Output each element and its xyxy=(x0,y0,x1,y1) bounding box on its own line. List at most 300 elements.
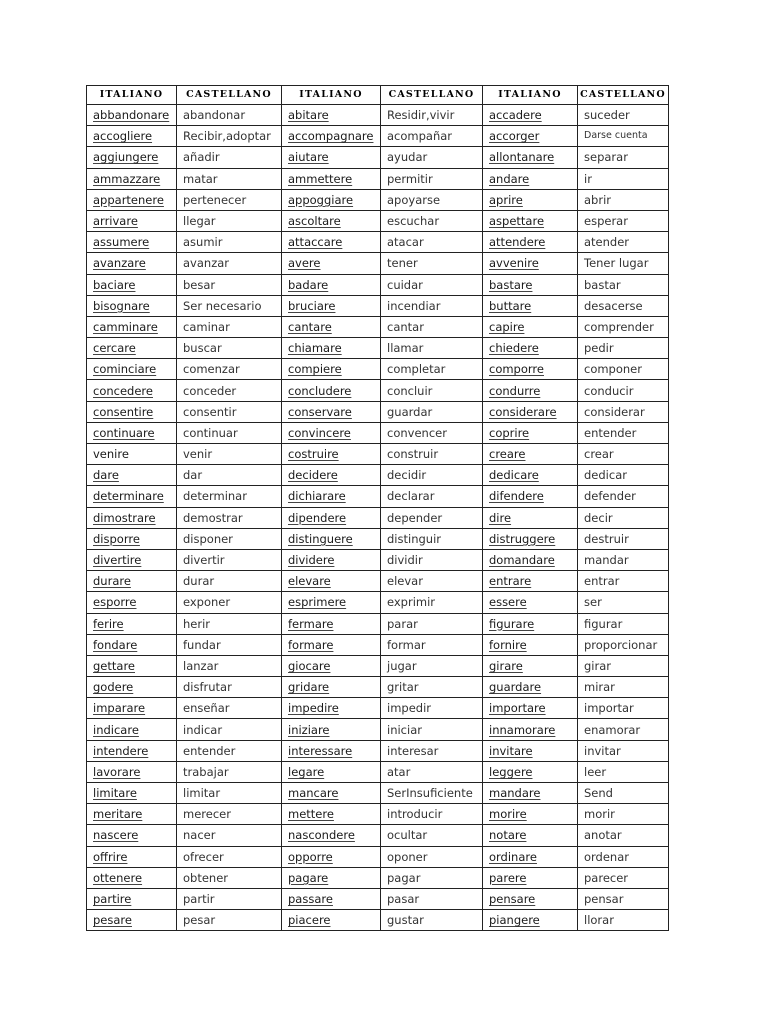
italian-word-link[interactable]: abitare xyxy=(288,108,329,123)
italian-word-link[interactable]: bastare xyxy=(489,277,533,292)
table-row xyxy=(87,846,669,867)
spanish-word-cell: importar xyxy=(578,698,669,719)
spanish-word-cell: elevar xyxy=(381,571,483,592)
italian-word-link[interactable]: mandare xyxy=(489,786,541,801)
spanish-word-cell: pagar xyxy=(381,867,483,888)
italian-word-link[interactable]: invitare xyxy=(489,743,533,758)
table-row xyxy=(87,105,669,126)
spanish-word-cell: oponer xyxy=(381,846,483,867)
italian-word-link[interactable]: bruciare xyxy=(288,298,336,313)
italian-word-link[interactable]: nascere xyxy=(93,828,139,843)
spanish-word-cell: añadir xyxy=(177,147,282,168)
spanish-word-cell: suceder xyxy=(578,105,669,126)
spanish-word-cell: mandar xyxy=(578,549,669,570)
italian-word-cell xyxy=(87,655,177,676)
italian-word-link[interactable]: condurre xyxy=(489,383,541,398)
italian-word-link[interactable]: dipendere xyxy=(288,510,347,525)
spanish-word-cell: ser xyxy=(578,592,669,613)
spanish-word-cell: pesar xyxy=(177,910,282,931)
italian-word-link[interactable]: determinare xyxy=(93,489,164,504)
italian-word-link[interactable]: ammazzare xyxy=(93,171,161,186)
italian-word-link[interactable]: appoggiare xyxy=(288,192,354,207)
spanish-word-cell: ordenar xyxy=(578,846,669,867)
italian-word-link[interactable]: difendere xyxy=(489,489,544,504)
spanish-word-cell: enseñar xyxy=(177,698,282,719)
spanish-word-cell: iniciar xyxy=(381,719,483,740)
table-header xyxy=(87,86,669,105)
spanish-word-cell: abrir xyxy=(578,189,669,210)
italian-word-link[interactable]: gridare xyxy=(288,680,330,695)
italian-word-link[interactable]: offrire xyxy=(93,849,128,864)
italian-word-link[interactable]: creare xyxy=(489,447,526,462)
italian-word-link[interactable]: ammettere xyxy=(288,171,353,186)
italian-word-cell xyxy=(483,655,578,676)
italian-word-link[interactable]: decidere xyxy=(288,468,338,483)
italian-word-cell xyxy=(87,867,177,888)
italian-word-link[interactable]: elevare xyxy=(288,574,331,589)
italian-word-cell xyxy=(87,571,177,592)
spanish-word-cell: caminar xyxy=(177,316,282,337)
spanish-word-cell: formar xyxy=(381,634,483,655)
spanish-word-cell: indicar xyxy=(177,719,282,740)
italian-word-link[interactable]: assumere xyxy=(93,235,150,250)
italian-word-link[interactable]: piangere xyxy=(489,913,540,928)
italian-word-link[interactable]: appartenere xyxy=(93,192,164,207)
italian-word-cell xyxy=(282,571,381,592)
italian-word-cell xyxy=(483,189,578,210)
italian-word-link[interactable]: mancare xyxy=(288,786,339,801)
spanish-word-cell: entender xyxy=(177,740,282,761)
table-row xyxy=(87,698,669,719)
spanish-word-cell: buscar xyxy=(177,338,282,359)
italian-word-cell xyxy=(282,528,381,549)
italian-word-cell xyxy=(87,359,177,380)
italian-word-link[interactable]: accogliere xyxy=(93,129,153,144)
italian-word-link[interactable]: godere xyxy=(93,680,134,695)
italian-word-link[interactable]: avere xyxy=(288,256,321,271)
italian-word-link[interactable]: capire xyxy=(489,319,525,334)
italian-word-link[interactable]: fornire xyxy=(489,637,527,652)
table-row xyxy=(87,126,669,147)
spanish-word-cell: defender xyxy=(578,486,669,507)
table-row xyxy=(87,613,669,634)
spanish-word-cell: durar xyxy=(177,571,282,592)
italian-word-cell: venire xyxy=(87,444,177,465)
italian-word-link[interactable]: essere xyxy=(489,595,527,610)
italian-word-link[interactable]: aggiungere xyxy=(93,150,159,165)
italian-word-cell xyxy=(87,147,177,168)
vocabulary-table xyxy=(86,85,669,931)
italian-word-link[interactable]: concedere xyxy=(93,383,153,398)
table-row xyxy=(87,338,669,359)
header-italiano-3: ITALIANO xyxy=(483,86,578,105)
spanish-word-cell: proporcionar xyxy=(578,634,669,655)
italian-word-link[interactable]: partire xyxy=(93,892,132,907)
spanish-word-cell: mirar xyxy=(578,677,669,698)
spanish-word-cell: gritar xyxy=(381,677,483,698)
italian-word-link[interactable]: accadere xyxy=(489,108,542,123)
italian-word-link[interactable]: domandare xyxy=(489,553,555,568)
spanish-word-cell: parar xyxy=(381,613,483,634)
italian-word-cell xyxy=(87,549,177,570)
italian-word-link[interactable]: durare xyxy=(93,574,131,589)
header-italiano-2: ITALIANO xyxy=(282,86,381,105)
italian-word-link[interactable]: fermare xyxy=(288,616,334,631)
italian-word-link[interactable]: distruggere xyxy=(489,531,556,546)
italian-word-link[interactable]: chiamare xyxy=(288,341,342,356)
italian-word-link[interactable]: attendere xyxy=(489,235,546,250)
italian-word-cell xyxy=(282,549,381,570)
spanish-word-cell: depender xyxy=(381,507,483,528)
spanish-word-cell: convencer xyxy=(381,422,483,443)
italian-word-link[interactable]: abbandonare xyxy=(93,108,170,123)
italian-word-link[interactable]: notare xyxy=(489,828,527,843)
spanish-word-cell: figurar xyxy=(578,613,669,634)
italian-word-cell xyxy=(87,338,177,359)
italian-word-link[interactable]: costruire xyxy=(288,447,339,462)
italian-word-link[interactable]: esporre xyxy=(93,595,137,610)
spanish-word-cell: obtener xyxy=(177,867,282,888)
spanish-word-cell: Darse cuenta xyxy=(578,126,669,147)
italian-word-cell xyxy=(87,888,177,909)
italian-word-link[interactable]: ottenere xyxy=(93,870,143,885)
table-row xyxy=(87,910,669,931)
table-row xyxy=(87,274,669,295)
italian-word-cell xyxy=(483,592,578,613)
italian-word-link[interactable]: distinguere xyxy=(288,531,353,546)
italian-word-link[interactable]: dichiarare xyxy=(288,489,346,504)
italian-word-cell xyxy=(483,147,578,168)
spanish-word-cell: morir xyxy=(578,804,669,825)
spanish-word-cell: pensar xyxy=(578,888,669,909)
italian-word-cell xyxy=(483,867,578,888)
italian-word-cell xyxy=(483,295,578,316)
italian-word-cell xyxy=(483,507,578,528)
italian-word-cell xyxy=(483,571,578,592)
italian-word-cell xyxy=(87,189,177,210)
italian-word-link[interactable]: intendere xyxy=(93,743,149,758)
italian-word-cell xyxy=(87,316,177,337)
italian-word-link[interactable]: compiere xyxy=(288,362,342,377)
italian-word-cell xyxy=(282,634,381,655)
spanish-word-cell: disponer xyxy=(177,528,282,549)
table-row xyxy=(87,528,669,549)
table-row xyxy=(87,825,669,846)
italian-word-link[interactable]: accompagnare xyxy=(288,129,374,144)
italian-word-link[interactable]: pensare xyxy=(489,892,536,907)
italian-word-cell xyxy=(87,210,177,231)
spanish-word-cell: destruir xyxy=(578,528,669,549)
spanish-word-cell: continuar xyxy=(177,422,282,443)
italian-word-cell xyxy=(282,719,381,740)
spanish-word-cell: permitir xyxy=(381,168,483,189)
italian-word-cell xyxy=(282,655,381,676)
italian-word-link[interactable]: chiedere xyxy=(489,341,539,356)
italian-word-link[interactable]: gettare xyxy=(93,658,135,673)
table-row xyxy=(87,486,669,507)
spanish-word-cell: determinar xyxy=(177,486,282,507)
italian-word-cell xyxy=(483,698,578,719)
italian-word-cell xyxy=(282,825,381,846)
italian-word-link[interactable]: consentire xyxy=(93,404,154,419)
spanish-word-cell: Recibir,adoptar xyxy=(177,126,282,147)
spanish-word-cell: comenzar xyxy=(177,359,282,380)
italian-word-cell xyxy=(483,910,578,931)
spanish-word-cell: atar xyxy=(381,761,483,782)
italian-word-cell xyxy=(282,761,381,782)
italian-word-link[interactable]: pagare xyxy=(288,870,329,885)
spanish-word-cell: Send xyxy=(578,783,669,804)
italian-word-link[interactable]: dedicare xyxy=(489,468,539,483)
italian-word-cell xyxy=(483,444,578,465)
italian-word-cell xyxy=(282,274,381,295)
italian-word-link[interactable]: dividere xyxy=(288,553,335,568)
spanish-word-cell: cuidar xyxy=(381,274,483,295)
spanish-word-cell: parecer xyxy=(578,867,669,888)
header-row xyxy=(87,86,669,105)
italian-word-link[interactable]: lavorare xyxy=(93,764,141,779)
header-castellano-3: CASTELLANO xyxy=(578,86,669,105)
italian-word-link[interactable]: dire xyxy=(489,510,512,525)
italian-word-cell xyxy=(87,507,177,528)
italian-word-link[interactable]: andare xyxy=(489,171,530,186)
italian-word-link[interactable]: avvenire xyxy=(489,256,539,271)
spanish-word-cell: Residir,vivir xyxy=(381,105,483,126)
italian-word-cell xyxy=(87,677,177,698)
italian-word-link[interactable]: considerare xyxy=(489,404,557,419)
spanish-word-cell: considerar xyxy=(578,401,669,422)
spanish-word-cell: trabajar xyxy=(177,761,282,782)
italian-word-link[interactable]: conservare xyxy=(288,404,352,419)
italian-word-link[interactable]: entrare xyxy=(489,574,532,589)
spanish-word-cell: decir xyxy=(578,507,669,528)
table-row xyxy=(87,465,669,486)
spanish-word-cell: concluir xyxy=(381,380,483,401)
spanish-word-cell: atacar xyxy=(381,232,483,253)
italian-word-link[interactable]: guardare xyxy=(489,680,542,695)
italian-word-cell xyxy=(87,910,177,931)
spanish-word-cell: merecer xyxy=(177,804,282,825)
italian-word-link[interactable]: aprire xyxy=(489,192,523,207)
italian-word-link[interactable]: formare xyxy=(288,637,334,652)
spanish-word-cell: crear xyxy=(578,444,669,465)
spanish-word-cell: interesar xyxy=(381,740,483,761)
italian-word-link[interactable]: avanzare xyxy=(93,256,146,271)
italian-word-cell xyxy=(87,804,177,825)
italian-word-link[interactable]: piacere xyxy=(288,913,331,928)
italian-word-cell xyxy=(87,380,177,401)
spanish-word-cell: ocultar xyxy=(381,825,483,846)
italian-word-link[interactable]: morire xyxy=(489,807,527,822)
italian-word-link[interactable]: bisognare xyxy=(93,298,150,313)
italian-word-link[interactable]: allontanare xyxy=(489,150,555,165)
italian-word-link[interactable]: ordinare xyxy=(489,849,537,864)
italian-word-link[interactable]: convincere xyxy=(288,425,351,440)
italian-word-cell xyxy=(282,804,381,825)
spanish-word-cell: anotar xyxy=(578,825,669,846)
table-row xyxy=(87,804,669,825)
spanish-word-cell: disfrutar xyxy=(177,677,282,698)
italian-word-link[interactable]: dimostrare xyxy=(93,510,156,525)
italian-word-link[interactable]: parere xyxy=(489,870,527,885)
italian-word-link[interactable]: aspettare xyxy=(489,214,545,229)
italian-word-link[interactable]: interessare xyxy=(288,743,353,758)
italian-word-cell xyxy=(483,168,578,189)
italian-word-link[interactable]: innamorare xyxy=(489,722,556,737)
spanish-word-cell: Tener lugar xyxy=(578,253,669,274)
italian-word-link[interactable]: esprimere xyxy=(288,595,347,610)
table-row xyxy=(87,783,669,804)
spanish-word-cell: SerInsuficiente xyxy=(381,783,483,804)
italian-word-link[interactable]: pesare xyxy=(93,913,132,928)
spanish-word-cell: nacer xyxy=(177,825,282,846)
italian-word-cell xyxy=(282,210,381,231)
italian-word-link[interactable]: indicare xyxy=(93,722,139,737)
italian-word-link[interactable]: badare xyxy=(288,277,329,292)
italian-word-link[interactable]: arrivare xyxy=(93,214,138,229)
italian-word-link[interactable]: fondare xyxy=(93,637,138,652)
italian-word-cell xyxy=(87,105,177,126)
italian-word-cell xyxy=(483,380,578,401)
spanish-word-cell: gustar xyxy=(381,910,483,931)
italian-word-cell xyxy=(87,401,177,422)
italian-word-link[interactable]: giocare xyxy=(288,658,331,673)
italian-word-cell xyxy=(483,422,578,443)
italian-word-link[interactable]: aiutare xyxy=(288,150,329,165)
spanish-word-cell: dar xyxy=(177,465,282,486)
spanish-word-cell: exponer xyxy=(177,592,282,613)
table-row xyxy=(87,592,669,613)
spanish-word-cell: limitar xyxy=(177,783,282,804)
spanish-word-cell: impedir xyxy=(381,698,483,719)
italian-word-link[interactable]: passare xyxy=(288,892,333,907)
table-row xyxy=(87,444,669,465)
table-row xyxy=(87,740,669,761)
italian-word-cell xyxy=(483,465,578,486)
italian-word-link[interactable]: cantare xyxy=(288,319,332,334)
italian-word-cell xyxy=(483,846,578,867)
spanish-word-cell: llegar xyxy=(177,210,282,231)
table-row xyxy=(87,888,669,909)
italian-word-cell xyxy=(87,613,177,634)
italian-word-cell xyxy=(282,846,381,867)
table-row xyxy=(87,655,669,676)
italian-word-cell xyxy=(282,359,381,380)
spanish-word-cell: girar xyxy=(578,655,669,676)
italian-word-cell xyxy=(282,168,381,189)
italian-word-link[interactable]: nascondere xyxy=(288,828,355,843)
table-row xyxy=(87,761,669,782)
italian-word-link[interactable]: leggere xyxy=(489,764,533,779)
italian-word-link[interactable]: concludere xyxy=(288,383,352,398)
italian-word-cell xyxy=(483,401,578,422)
italian-word-cell xyxy=(282,316,381,337)
italian-word-link[interactable]: limitare xyxy=(93,786,137,801)
italian-word-link[interactable]: opporre xyxy=(288,849,333,864)
italian-word-link[interactable]: camminare xyxy=(93,319,158,334)
italian-word-link[interactable]: divertire xyxy=(93,553,142,568)
italian-word-link[interactable]: accorger xyxy=(489,129,540,144)
italian-word-link[interactable]: girare xyxy=(489,658,523,673)
italian-word-link[interactable]: dare xyxy=(93,468,119,483)
spanish-word-cell: leer xyxy=(578,761,669,782)
italian-word-link[interactable]: disporre xyxy=(93,531,140,546)
italian-word-link[interactable]: legare xyxy=(288,764,325,779)
italian-word-cell xyxy=(483,338,578,359)
italian-word-link[interactable]: cercare xyxy=(93,341,136,356)
italian-word-cell xyxy=(483,126,578,147)
italian-word-link[interactable]: buttare xyxy=(489,298,532,313)
italian-word-cell xyxy=(483,677,578,698)
italian-word-cell xyxy=(483,359,578,380)
italian-word-link[interactable]: comporre xyxy=(489,362,544,377)
italian-word-link[interactable]: baciare xyxy=(93,277,136,292)
italian-word-cell xyxy=(87,422,177,443)
italian-word-link[interactable]: ascoltare xyxy=(288,214,341,229)
spanish-word-cell: pertenecer xyxy=(177,189,282,210)
spanish-word-cell: desacerse xyxy=(578,295,669,316)
table-row xyxy=(87,719,669,740)
italian-word-link[interactable]: attaccare xyxy=(288,235,343,250)
italian-word-link[interactable]: continuare xyxy=(93,425,155,440)
italian-word-link[interactable]: cominciare xyxy=(93,362,157,377)
italian-word-cell xyxy=(87,168,177,189)
table-row xyxy=(87,571,669,592)
italian-word-cell xyxy=(483,253,578,274)
italian-word-link[interactable]: imparare xyxy=(93,701,146,716)
italian-word-link[interactable]: ferire xyxy=(93,616,124,631)
italian-word-cell xyxy=(282,338,381,359)
table-row xyxy=(87,189,669,210)
spanish-word-cell: entrar xyxy=(578,571,669,592)
spanish-word-cell: conceder xyxy=(177,380,282,401)
italian-word-cell xyxy=(483,316,578,337)
italian-word-cell xyxy=(282,232,381,253)
italian-word-link[interactable]: figurare xyxy=(489,616,535,631)
italian-word-link[interactable]: importare xyxy=(489,701,546,716)
italian-word-cell xyxy=(483,613,578,634)
italian-word-cell xyxy=(282,740,381,761)
spanish-word-cell: construir xyxy=(381,444,483,465)
italian-word-link[interactable]: iniziare xyxy=(288,722,330,737)
italian-word-link[interactable]: impedire xyxy=(288,701,339,716)
table-row xyxy=(87,401,669,422)
italian-word-cell xyxy=(483,232,578,253)
italian-word-cell xyxy=(87,232,177,253)
spanish-word-cell: cantar xyxy=(381,316,483,337)
italian-word-cell xyxy=(483,210,578,231)
italian-word-link[interactable]: mettere xyxy=(288,807,334,822)
italian-word-link[interactable]: coprire xyxy=(489,425,530,440)
italian-word-link[interactable]: meritare xyxy=(93,807,143,822)
spanish-word-cell: Ser necesario xyxy=(177,295,282,316)
italian-word-cell xyxy=(87,698,177,719)
spanish-word-cell: acompañar xyxy=(381,126,483,147)
table-row xyxy=(87,549,669,570)
italian-word-cell xyxy=(282,867,381,888)
italian-word-cell xyxy=(282,147,381,168)
table-row xyxy=(87,295,669,316)
italian-word-cell xyxy=(282,105,381,126)
italian-word-cell xyxy=(282,677,381,698)
spanish-word-cell: decidir xyxy=(381,465,483,486)
spanish-word-cell: dedicar xyxy=(578,465,669,486)
spanish-word-cell: abandonar xyxy=(177,105,282,126)
spanish-word-cell: distinguir xyxy=(381,528,483,549)
spanish-word-cell: declarar xyxy=(381,486,483,507)
italian-word-cell xyxy=(87,274,177,295)
spanish-word-cell: lanzar xyxy=(177,655,282,676)
